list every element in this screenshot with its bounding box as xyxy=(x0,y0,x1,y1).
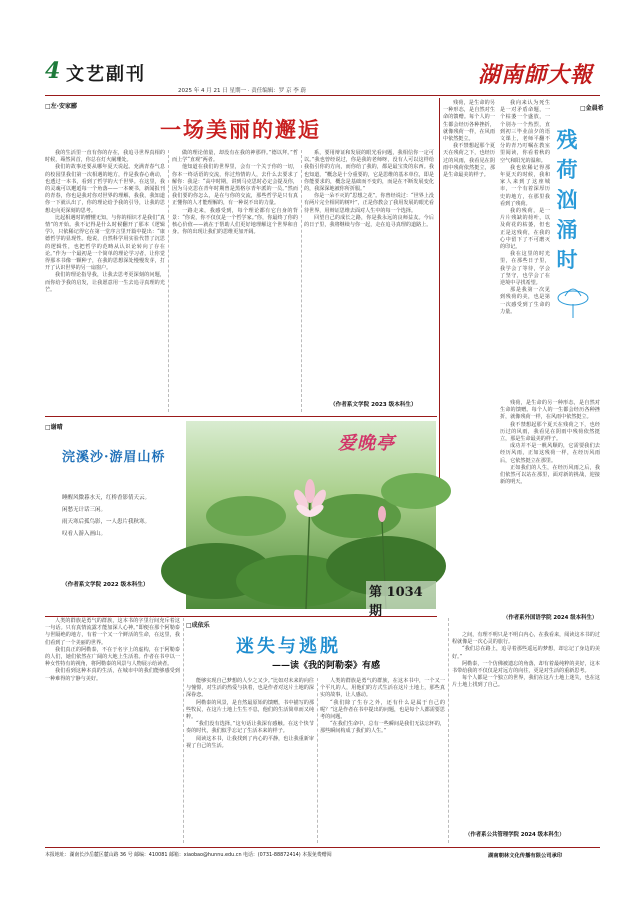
masthead: 湖南師大報 xyxy=(478,62,594,88)
paragraph: 我们的理论指导我，让我去思考更深刻的问题，而你给予我的启发，让我愿意用一生去追寻真理的光芒。 xyxy=(45,272,165,293)
paragraph: 我不禁想起那个夏天在残荷之下，也经历过的风雨，我看见在阴雨中残荷依然挺立，那是生命最美的样子。 xyxy=(500,421,600,443)
lotus-bud xyxy=(378,506,386,522)
paragraph: “我们除了生存之外，还有什么是属于自己的呢？”这是作者在书中提出的问题，也是每个人都需要思考的问题。 xyxy=(320,699,445,721)
title-char: 残 xyxy=(556,127,578,152)
paragraph: 他知道在我们的世界里，会有一个关于你的一切，你本一终话语的交流，你过热情的人，去什么去要求了解你：我是：“高中时期，讲到马克思时必定会提及你，因为马克思在青年时期曾是黑格尔青年派的一员。”然而我们要的你怎么，是在与你的交流，那些哲学是只有真正懂你的人才能理解的，有一种说不出的力量。 xyxy=(172,164,298,207)
divider xyxy=(439,98,440,498)
bottom-author-tag: □成依乐 xyxy=(186,622,210,629)
right-author-tag: □金晨希 xyxy=(580,105,604,112)
column-divider xyxy=(168,150,169,412)
paragraph: 每个人都是一个独立的世界，我们在这片土地上迷失，也在这片土地上找到了自己。 xyxy=(452,675,600,689)
paragraph: 我的残荷，是一片片残缺的荷叶，以及荷花的枯萎，但也正是这残荷，在我的心中留下了不可磨灭的印记。 xyxy=(500,208,550,251)
photo-brush-title: 爱晚亭 xyxy=(338,433,395,454)
paragraph: 阅读这本书，让我找到了内心的平静，也让我重新审视了自己的生活。 xyxy=(186,735,314,749)
issue-number: 第 1034 期 xyxy=(366,581,436,619)
poem-title: 浣溪沙·游眉山桥 xyxy=(62,450,166,465)
paragraph: “在我们生命中，总有一些瞬间是我们无法忘怀的，那些瞬间构成了我们的人生。” xyxy=(320,721,445,735)
poem-author-tag: □谢晴 xyxy=(45,424,63,431)
paragraph: 你是一朵不灭的“思想之花”。你曾经说过：“世界上没有两片完全相同的树叶”，正是你教会了我用发展的眼光看待世界，用辩证思维去面对人生中的每一个选择。 xyxy=(304,193,434,214)
bottom-subhead: ——读《我的阿勒泰》有感 xyxy=(272,661,381,671)
paragraph: 我也依稀记得那年夏天的时候，我和家人来到了这座城市，一个有着深厚历史的地方，在那里我看到了残荷。 xyxy=(500,164,550,207)
column-divider xyxy=(183,618,184,843)
paragraph: 回望自己的成长之路，你是我永远的良师益友。今后的日子里，我将继续与你一起，走在追寻真理的道路上。 xyxy=(304,214,434,229)
paragraph: 那是我第一次见到残荷的美，也是第一次感受到了生命的力量。 xyxy=(500,287,550,315)
author-tag: □左·安家郦 xyxy=(45,103,77,110)
column-divider xyxy=(301,150,302,412)
paragraph: 我们真正的阿勒泰，不在于名字上的虚构，在于阿勒泰的人们，她们依然在广阔的大地上生活着。作者在书中以一种女性特有的视角，将阿勒泰的风景与人物展示给读者。 xyxy=(45,646,180,668)
column-divider xyxy=(448,618,449,843)
right-article-column-0 xyxy=(443,100,495,610)
paragraph: 之间，有理不明只是不明白内心，在我看来，阅读这本书的过程就像是一次心灵的旅行。 xyxy=(452,632,600,646)
paragraph: 成功并不是一帆风顺的，它需要我们去经历风雨，正如这残荷一样，在经历风雨后，它依然挺立在那里。 xyxy=(500,443,600,464)
poem-byline: （作者系文学院 2022 级本科生） xyxy=(62,582,149,588)
bottom-column-4 xyxy=(452,632,600,827)
title-char: 时 xyxy=(556,247,578,272)
paragraph: 我们的故事还要从哪年夏天说起。充满青春气息的校园里我们第一次相遇的地方，作是我春心萌动，也透过一本书，看到了哲学的大千世界。在这里，我的灵魂可以邂逅每一个角落——一本硬书，新闻报刊的青春，你也是我对你对世界的理解，我我，我知道你一下就认出了，你的理论给予我的引导，让我的思想走向更深刻的思考。 xyxy=(45,164,165,214)
paragraph: 一路走来，我感受到，每个理论都有它自身的背景：“你说，你不仅仅是一个哲学家。”你，你最终了你的核心价值——就在于帮助人们更好地理解这个世界和自身。你的出现让我们的思维更加开阔。 xyxy=(172,207,298,236)
page-number: 4 xyxy=(45,58,61,84)
printer-info: 湖南朝林文化传播有限公司承印 xyxy=(488,853,563,859)
title-char: 汹 xyxy=(556,187,578,212)
poem-line: 闲愁无计话三闲。 xyxy=(62,507,107,513)
section-rule xyxy=(45,616,437,617)
paragraph: 阿勒泰的风景，是自然最原始的馈赠，书中描写的那些牧民，在这片土地上生生不息，他们的生活简单而又纯粹。 xyxy=(186,699,314,721)
poem-line: 睡醒风微暮水天，红桥香影倩天云。 xyxy=(62,495,151,501)
paragraph: 能够实现自己梦想的人少之又少。”比如对未来的向往与憧憬，对生活的热爱与执着，也是作者对这片土地的深深眷恋。 xyxy=(186,678,314,699)
paragraph: 残荷，是生命的另一种形态，是自然对生命的馈赠。每个人的一生都会经历各种挫折，就像残荷一样，在风雨中依然挺立。 xyxy=(500,400,600,421)
byline: （作者系文学院 2023 级本科生） xyxy=(330,402,417,408)
bottom-byline: （作者系公共管理学院 2024 级本科生） xyxy=(465,832,565,838)
right-article-column-2 xyxy=(500,400,600,610)
paragraph: 做的理论值量，却没有在我的神那样。”德以拜。”哲而上学“直观”两者。 xyxy=(172,150,298,164)
lotus-sketch-icon xyxy=(555,278,591,320)
right-article-column-1 xyxy=(500,100,550,395)
lotus-photo xyxy=(186,421,436,619)
paragraph: “我们总在路上，追寻着那些遥远的梦想，却忘记了身边的美好。” xyxy=(452,646,600,660)
paragraph: “我们没有选择，”这句话让我深有感触。在这个快节奏的时代，我们似乎忘记了生活本来的样子。 xyxy=(186,721,314,735)
right-byline: （作者系外国语学院 2024 级本科生） xyxy=(503,615,598,621)
poem-line: 雨天寒后孤鸟影，一人患片我秋寒。 xyxy=(62,519,151,525)
article-column-2 xyxy=(172,150,298,412)
footer-rule xyxy=(45,847,600,848)
bottom-column-3 xyxy=(320,678,445,843)
paragraph: 系，要用辩证和发展的眼光看问题，我相信你一定可以。”我也曾经说过，你是我的老师呀，没有人可以这样给我指引你的方向，而你给了我的，都是最宝贵的东西。我也知道，“概念是十分重要的，它是思维的基本单位，即是你能要求的，概念是基础而不变的，而是在不断发展变化的，我深深地被你所折服。” xyxy=(304,150,434,193)
paragraph: 阿勒泰，一个仿佛被遗忘的角落，却有着最纯粹的美好，这本书带给我的不仅仅是对远方的向往，更是对生活的重新思考。 xyxy=(452,660,600,675)
article-column-1 xyxy=(45,150,165,412)
title-char: 荷 xyxy=(556,157,578,182)
date-line: 2025 年 4 月 21 日 星期一 · 责任编辑：罗 京 李 蔚 xyxy=(178,88,306,94)
vertical-title xyxy=(554,125,580,275)
bottom-headline: 迷失与逃脱 xyxy=(236,636,341,657)
section-rule xyxy=(45,416,437,417)
paragraph: 我们看到这种本真的生活，在城市中的我们能够感受到一种难得的宁静与美好。 xyxy=(45,668,180,682)
paragraph: 人类的群族是勇气的群族，在这本书中，一个又一个平凡的人，用他们的方式生活在这片土地上，那些真实的故事，让人感动。 xyxy=(320,678,445,699)
paragraph: 正如我们的人生，在经历风雨之后，我们依然可以站在那里，面对新的挑战，迎接新的明天。 xyxy=(500,464,600,486)
article-column-3 xyxy=(304,150,434,396)
bottom-column-1 xyxy=(45,618,180,843)
header-rule xyxy=(45,95,600,96)
paragraph: 我不禁想起那个夏天在残荷之下，也经历过的风雨，我看见在阴雨中残荷依然挺立，那是生命最美的样子。 xyxy=(443,143,495,179)
bottom-column-2 xyxy=(186,678,314,843)
column-divider xyxy=(317,678,318,843)
paragraph: 我的生活里一直有你的存在，我追寻世界真相的时候，蓦然回首，你总在灯火阑珊处。 xyxy=(45,150,165,164)
paragraph: 残荷，是生命的另一种形态，是自然对生命的馈赠。每个人的一生都会经历各种挫折，就像残荷一样，在风雨中依然挺立。 xyxy=(443,100,495,143)
poem-lines xyxy=(62,492,162,540)
paragraph: 我在这里的时光里，在那些日子里，我学会了等待，学会了坚守，也学会了在逆境中寻找希望。 xyxy=(500,251,550,287)
section-title: 文艺副刊 xyxy=(66,64,146,85)
paragraph: 我向来认为死生是一对矛盾命题，一个枯萎一个盛放，一个别办一个热烈，直到初三毕业前夕的语文课上，老师平翻不分的青乃叮嘱在教室里阅读，你看着秋的空气和阳光的温和。 xyxy=(500,100,550,164)
poem-line: 叹看人游入画山。 xyxy=(62,531,107,537)
paragraph: 比起相遇时的懵懂无知，与你的相识才是我们“真情”的开始。我不记得是什么时候翻开了那本《逻辑学》，只依稀记得它在第一堂序言里开篇中提出：“康德哲学的显现性。他说，自然科学用实验代替了沉思的逻辑性，也把哲学的范畴从认识论转向了存在论。”作为一个最初是一个简单的理论学习者，让你觉得那本书像一颗种子，在我的思想深处慢慢发芽，打开了认识世界的另一扇窗户。 xyxy=(45,214,165,272)
title-char: 涌 xyxy=(556,217,578,242)
footer-info: 本报地址：湖南长沙岳麓区麓山路 36 号 邮编：410081 邮箱：xiaobao@hunnu.edu.cn 电话：(0731-88872414) 本报免费赠阅 xyxy=(45,852,332,858)
paragraph: 人类的群族是勇气的群族，这本书的字里行间充斥着这一句话。只有真情流露才能加深人心神。”即便在那个阿勒泰与世隔绝的地方，有着一个又一个鲜活的生命，在这里，我们看到了一个美丽的世界。 xyxy=(45,618,180,646)
headline: 一场美丽的邂逅 xyxy=(160,118,321,142)
lotus-sketch xyxy=(555,278,591,320)
